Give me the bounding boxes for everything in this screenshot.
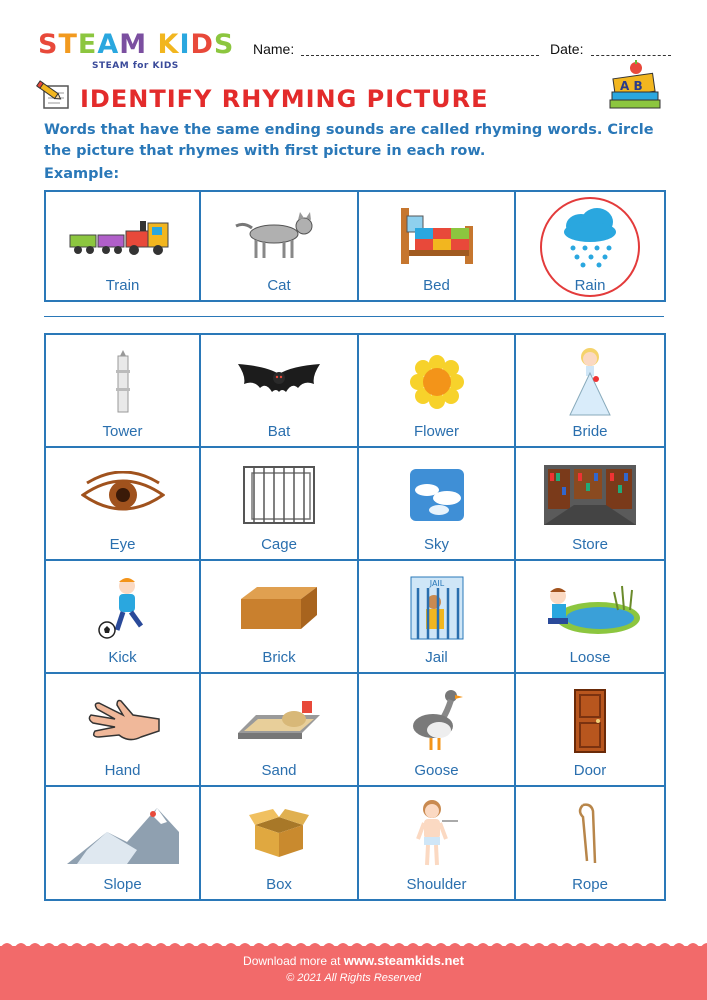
mountain-slope-icon (67, 802, 179, 866)
cell-kick[interactable] (45, 560, 200, 673)
child-icon (412, 799, 462, 869)
label-brick: Brick (262, 649, 296, 666)
example-cell-train[interactable] (45, 191, 200, 301)
books-letters: A B (620, 79, 643, 93)
label-shoulder: Shoulder (406, 876, 467, 893)
cell-hand[interactable] (45, 673, 200, 786)
cell-shoulder[interactable] (358, 786, 515, 900)
cell-goose[interactable] (358, 673, 515, 786)
page-title: IDENTIFY RHYMING PICTURE (80, 85, 489, 113)
door-icon (574, 689, 606, 753)
label-jail: Jail (425, 649, 448, 666)
cell-bat[interactable] (200, 334, 358, 447)
books-icon (606, 60, 664, 110)
label-loose: Loose (569, 649, 611, 666)
example-label-bed: Bed (423, 277, 450, 294)
example-cell-cat[interactable] (200, 191, 358, 301)
logo-text: STEAM KIDS (38, 29, 235, 60)
cell-bride[interactable] (515, 334, 665, 447)
bed-icon (399, 206, 475, 268)
example-table (44, 190, 666, 302)
date-label: Date: (550, 41, 584, 57)
cell-rope[interactable] (515, 786, 665, 900)
example-label-train: Train (105, 277, 140, 294)
table-row (45, 334, 665, 447)
label-sand: Sand (261, 762, 297, 779)
rope-icon (575, 801, 605, 867)
name-field[interactable] (301, 54, 539, 56)
label-box: Box (266, 876, 292, 893)
train-icon (68, 217, 178, 257)
label-tower: Tower (102, 423, 143, 440)
cell-brick[interactable] (200, 560, 358, 673)
name-label: Name: (253, 41, 295, 57)
brick-icon (239, 585, 319, 631)
table-row (45, 786, 665, 900)
table-row (45, 447, 665, 560)
label-cage: Cage (261, 536, 297, 553)
example-cell-bed[interactable] (358, 191, 515, 301)
footer-site-link[interactable]: www.steamkids.net (343, 953, 464, 968)
sandbox-icon (236, 697, 322, 745)
hand-icon (85, 697, 161, 745)
label-kick: Kick (108, 649, 137, 666)
jail-sign: JAIL (429, 578, 444, 588)
label-hand: Hand (104, 762, 141, 779)
label-bat: Bat (267, 423, 291, 440)
footer-copyright: © 2021 All Rights Reserved (286, 972, 421, 984)
date-field[interactable] (591, 54, 671, 56)
label-rope: Rope (572, 876, 608, 893)
kick-icon (97, 576, 149, 640)
cell-jail[interactable] (358, 560, 515, 673)
cell-sand[interactable] (200, 673, 358, 786)
example-label-cat: Cat (267, 277, 291, 294)
rain-cloud-icon (561, 206, 619, 268)
store-icon (544, 465, 636, 525)
label-bride: Bride (572, 423, 608, 440)
jail-icon (410, 576, 464, 640)
label-eye: Eye (109, 536, 136, 553)
label-goose: Goose (414, 762, 459, 779)
footer-download-text: Download more at (243, 954, 341, 968)
example-label: Example: (44, 166, 120, 182)
pencil-paper-icon (36, 80, 72, 112)
logo-subtitle: STEAM for KIDS (92, 61, 179, 71)
box-icon (249, 809, 309, 859)
label-sky: Sky (423, 536, 449, 553)
table-row (45, 560, 665, 673)
pond-icon (538, 580, 642, 636)
footer-download (0, 953, 707, 968)
bride-icon (568, 347, 612, 417)
cell-eye[interactable] (45, 447, 200, 560)
cell-loose[interactable] (515, 560, 665, 673)
cell-store[interactable] (515, 447, 665, 560)
example-cell-rain[interactable] (515, 191, 665, 301)
label-slope: Slope (103, 876, 142, 893)
eye-icon (81, 471, 165, 519)
cell-flower[interactable] (358, 334, 515, 447)
example-label-rain: Rain (574, 277, 606, 294)
instructions: Words that have the same ending sounds are called rhyming words. Circle the picture that rhymes with first picture in each row. (44, 122, 654, 159)
cell-box[interactable] (200, 786, 358, 900)
logo (38, 30, 238, 70)
table-row (45, 673, 665, 786)
label-store: Store (572, 536, 608, 553)
cell-door[interactable] (515, 673, 665, 786)
bat-icon (236, 362, 322, 402)
label-flower: Flower (413, 423, 459, 440)
cell-sky[interactable] (358, 447, 515, 560)
tower-icon (113, 350, 133, 414)
goose-icon (409, 688, 465, 754)
cage-icon (242, 463, 316, 527)
cell-tower[interactable] (45, 334, 200, 447)
cell-cage[interactable] (200, 447, 358, 560)
separator (44, 316, 664, 317)
label-door: Door (573, 762, 607, 779)
cell-slope[interactable] (45, 786, 200, 900)
sky-icon (409, 468, 465, 522)
cat-icon (234, 212, 324, 262)
rhyme-table (44, 333, 666, 901)
flower-icon (410, 355, 464, 409)
